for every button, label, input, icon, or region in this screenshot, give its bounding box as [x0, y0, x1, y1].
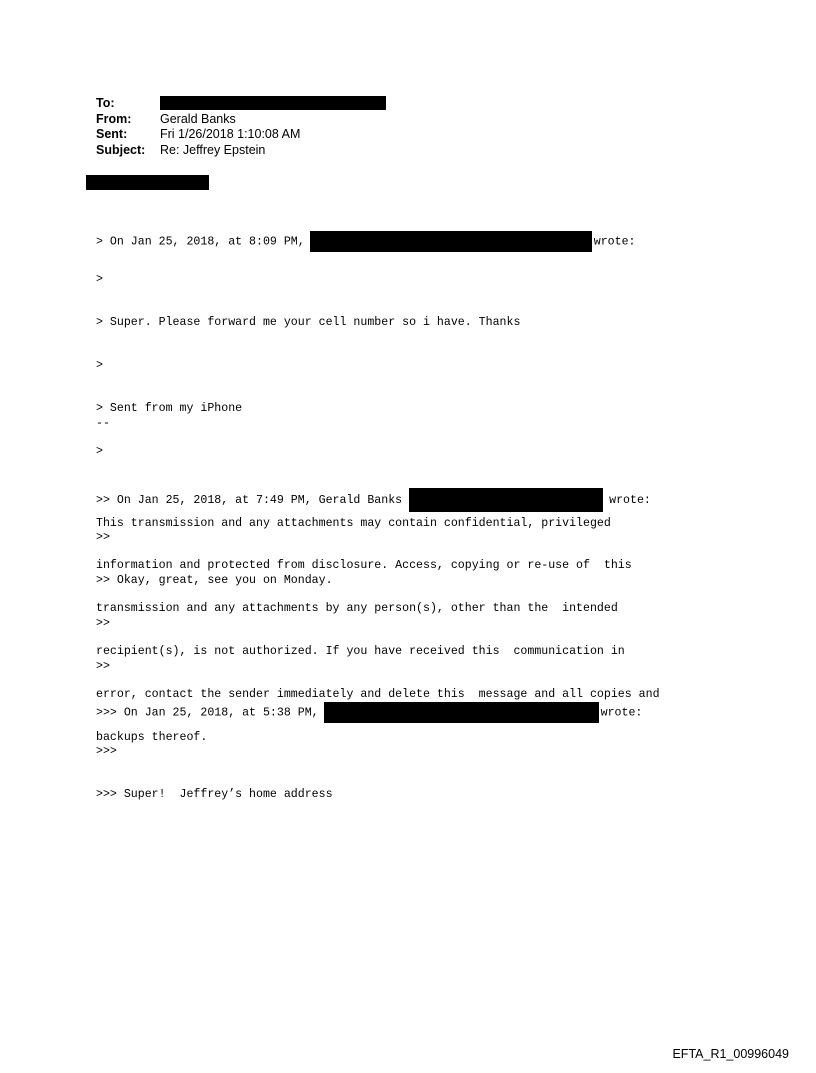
subject-value: Re: Jeffrey Epstein — [160, 142, 266, 157]
quote-text: wrote: — [609, 494, 651, 507]
disclaimer-line: transmission and any attachments by any person(s), other than the intended — [96, 602, 618, 616]
quote-line: >> — [96, 530, 110, 544]
quote-text: >>> On Jan 25, 2018, at 5:38 PM, — [96, 706, 319, 720]
email-header — [96, 96, 386, 158]
sent-label: Sent: — [96, 127, 128, 141]
quote-line: > — [96, 273, 103, 287]
sent-value: Fri 1/26/2018 1:10:08 AM — [160, 127, 301, 141]
quote-text: wrote: — [593, 235, 636, 249]
redaction-box — [310, 231, 592, 252]
subject-row — [96, 143, 386, 159]
quote-line: >>> Super! Jeffrey’s home address — [96, 788, 333, 802]
quote-line: >>> — [96, 745, 117, 759]
quote-line: >> Okay, great, see you on Monday. — [96, 573, 333, 587]
disclaimer-line: This transmission and any attachments may contain confidential, privileged — [96, 516, 611, 530]
disclaimer-line: backups thereof. — [96, 731, 208, 745]
quote-text: >> On Jan 25, 2018, at 7:49 PM, Gerald Banks — [96, 494, 403, 507]
signature-separator: -- — [96, 417, 110, 430]
quote-line: > — [96, 445, 103, 459]
document-id: EFTA_R1_00996049 — [672, 1047, 789, 1061]
redaction-box — [160, 96, 386, 110]
disclaimer-line: information and protected from disclosure. Access, copying or re-use of this — [96, 559, 632, 573]
quote-text: wrote: — [600, 706, 643, 720]
from-row — [96, 112, 386, 128]
quote-line: >> — [96, 659, 110, 673]
to-row — [96, 96, 386, 112]
quote-line: > Super. Please forward me your cell number so i have. Thanks — [96, 316, 521, 330]
quote-line: > — [96, 359, 103, 373]
disclaimer-line: recipient(s), is not authorized. If you have received this communication in — [96, 645, 625, 659]
quote-line: > Sent from my iPhone — [96, 402, 243, 416]
redaction-box — [86, 175, 209, 190]
to-label: To: — [96, 96, 115, 110]
confidentiality-disclaimer — [96, 488, 660, 760]
from-label: From: — [96, 111, 132, 126]
quote-text: > On Jan 25, 2018, at 8:09 PM, — [96, 235, 305, 249]
quote-line — [96, 231, 651, 249]
quote-line: >> — [96, 616, 110, 630]
sent-row — [96, 127, 386, 143]
subject-label: Subject: — [96, 142, 146, 157]
from-value: Gerald Banks — [160, 111, 236, 126]
disclaimer-line: error, contact the sender immediately and delete this message and all copies and — [96, 688, 660, 702]
